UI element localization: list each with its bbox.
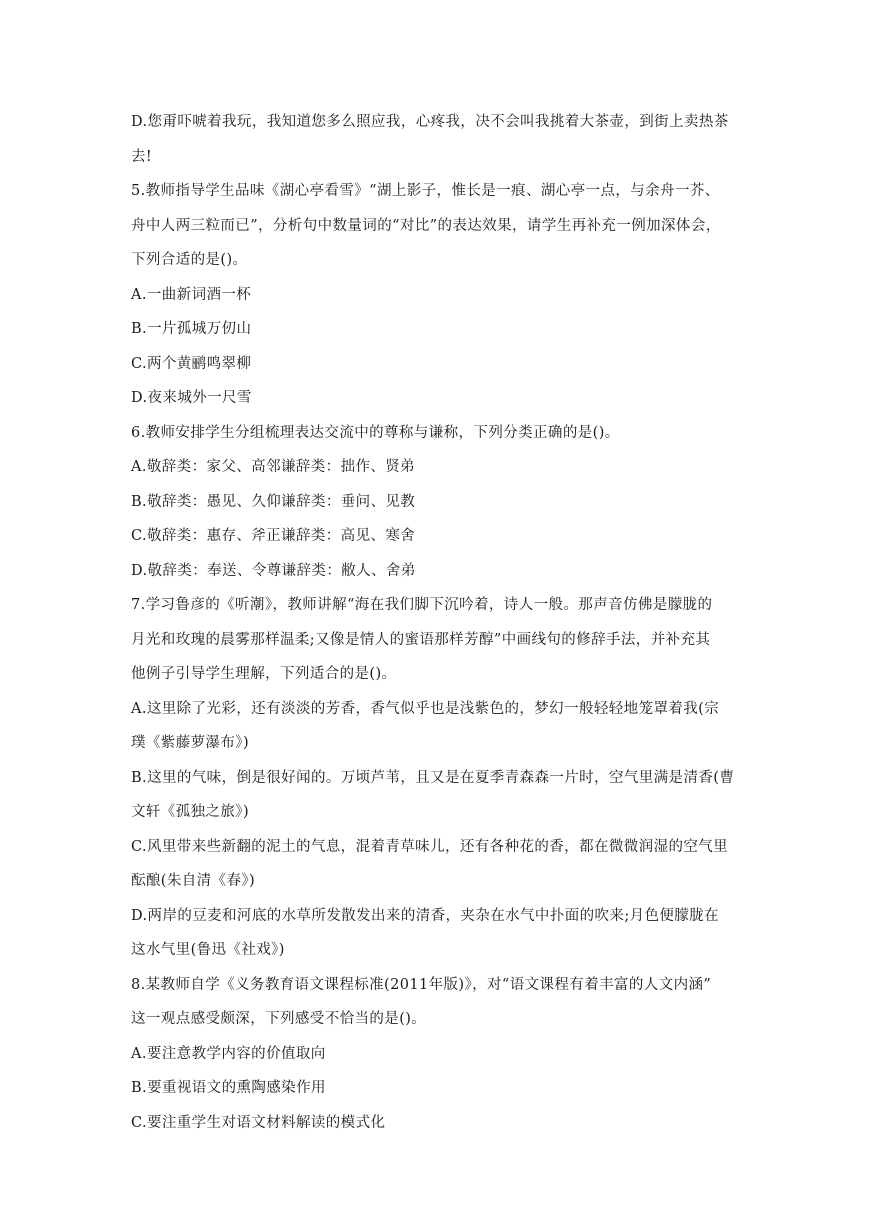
question-6-option-a: A.敬辞类：家父、高邻谦辞类：拙作、贤弟 xyxy=(131,459,416,475)
question-7-option-d-line-1: D.两岸的豆麦和河底的水草所发散发出来的清香，夹杂在水气中扑面的吹来;月色便朦胧在 xyxy=(131,907,719,924)
option-4d-line-2: 去! xyxy=(131,148,153,165)
document-body xyxy=(131,105,741,1140)
question-8-stem-line-1: 8.某教师自学《义务教育语文课程标准(2011年版)》，对“语文课程有着丰富的人文内涵” xyxy=(131,976,712,993)
question-8-option-a: A.要注意教学内容的价值取向 xyxy=(131,1045,326,1062)
question-7-stem-line-1: 7.学习鲁彦的《听潮》，教师讲解“海在我们脚下沉吟着，诗人一般。那声音仿佛是朦胧的 xyxy=(131,597,713,613)
question-6-option-d: D.敬辞类：奉送、令尊谦辞类：敝人、舍弟 xyxy=(131,562,416,579)
question-7-option-a-line-1: A.这里除了光彩，还有淡淡的芳香，香气似乎也是浅紫色的，梦幻一般轻轻地笼罩着我(宗 xyxy=(131,700,720,717)
question-5-option-c: C.两个黄鹂鸣翠柳 xyxy=(131,355,252,372)
question-5-option-b: B.一片孤城万仞山 xyxy=(131,321,252,337)
question-5-option-a: A.一曲新词酒一杯 xyxy=(131,286,252,303)
question-7-option-c-line-1: C.风里带来些新翻的泥土的气息，混着青草味儿，还有各种花的香，都在微微润湿的空气里 xyxy=(131,838,729,855)
option-4d-line-1: D.您甭吓唬着我玩，我知道您多么照应我，心疼我，决不会叫我挑着大茶壶，到街上卖热茶 xyxy=(131,114,729,130)
question-7-option-c-line-2: 酝酿(朱自清《春》) xyxy=(131,873,256,889)
question-8-option-c: C.要注重学生对语文材料解读的模式化 xyxy=(131,1114,386,1131)
question-7-stem-line-3: 他例子引导学生理解，下列适合的是()。 xyxy=(131,666,397,682)
question-6-option-b: B.敬辞类：愚见、久仰谦辞类：垂问、见教 xyxy=(131,493,416,510)
question-7-option-d-line-2: 这水气里(鲁迅《社戏》) xyxy=(131,942,285,958)
question-7-option-a-line-2: 璞《紫藤萝瀑布》) xyxy=(131,735,250,751)
question-5-stem-line-2: 舟中人两三粒而已”，分析句中数量词的“对比”的表达效果，请学生再补充一例加深体会， xyxy=(131,217,721,234)
question-7-option-b-line-1: B.这里的气味，倒是很好闻的。万顷芦苇，且又是在夏季青森森一片时，空气里满是清香(曹 xyxy=(131,769,735,786)
question-8-stem-line-2: 这一观点感受颇深，下列感受不恰当的是()。 xyxy=(131,1011,427,1027)
question-5-option-d: D.夜来城外一尺雪 xyxy=(131,390,252,406)
question-5-stem-line-1: 5.教师指导学生品味《湖心亭看雪》“湖上影子，惟长是一痕、湖心亭一点，与余舟一芥、 xyxy=(131,183,720,199)
question-8-option-b: B.要重视语文的熏陶感染作用 xyxy=(131,1080,326,1096)
question-6-option-c: C.敬辞类：惠存、斧正谦辞类：高见、寒舍 xyxy=(131,528,416,544)
question-7-option-b-line-2: 文轩《孤独之旅》) xyxy=(131,804,250,820)
question-7-stem-line-2: 月光和玫瑰的晨雾那样温柔;又像是情人的蜜语那样芳醇”中画线句的修辞手法，并补充其 xyxy=(131,631,711,648)
question-6-stem: 6.教师安排学生分组梳理表达交流中的尊称与谦称，下列分类正确的是()。 xyxy=(131,424,620,441)
question-5-stem-line-3: 下列合适的是()。 xyxy=(131,252,248,268)
